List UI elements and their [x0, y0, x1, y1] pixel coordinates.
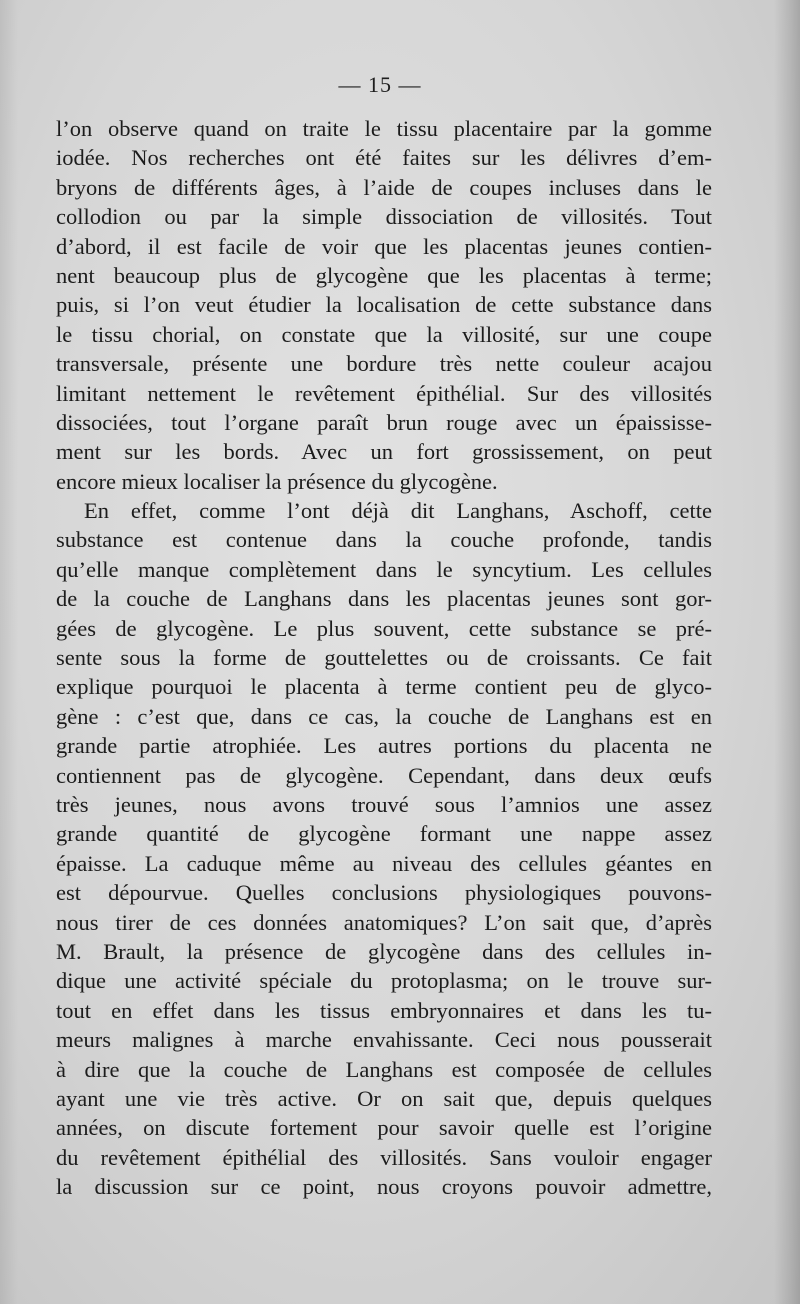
text-line: du revêtement épithélial des villosités. Sans vouloir engager — [56, 1144, 712, 1170]
text-line: grande quantité de glycogène formant une nappe assez — [56, 821, 712, 847]
text-line: épaisse. La caduque même au niveau des cellules géantes en — [56, 850, 712, 876]
text-line: le tissu chorial, on constate que la villosité, sur une coupe — [56, 321, 712, 347]
page-edge-shadow — [774, 0, 800, 1304]
text-line: nous tirer de ces données anatomiques? L’on sait que, d’après — [56, 909, 712, 935]
text-line: bryons de différents âges, à l’aide de coupes incluses dans le — [56, 174, 712, 200]
text-line: grande partie atrophiée. Les autres portions du placenta ne — [56, 733, 712, 759]
text-line: substance est contenue dans la couche profonde, tandis — [56, 527, 712, 553]
text-line: années, on discute fortement pour savoir quelle est l’origine — [56, 1115, 712, 1141]
text-line: contiennent pas de glycogène. Cependant, dans deux œufs — [56, 762, 712, 788]
text-line: explique pourquoi le placenta à terme contient peu de glyco- — [56, 674, 712, 700]
text-line: ayant une vie très active. Or on sait que, depuis quelques — [56, 1085, 712, 1111]
text-line: est dépourvue. Quelles conclusions physiologiques pouvons- — [56, 880, 712, 906]
text-line: très jeunes, nous avons trouvé sous l’amnios une assez — [56, 791, 712, 817]
text-line: gées de glycogène. Le plus souvent, cette substance se pré- — [56, 615, 712, 641]
text-line: sente sous la forme de gouttelettes ou de croissants. Ce fait — [56, 645, 712, 671]
page-gutter-shadow — [0, 0, 18, 1304]
text-line: dissociées, tout l’organe paraît brun rouge avec un épaississe- — [56, 409, 712, 435]
text-line: à dire que la couche de Langhans est composée de cellules — [56, 1056, 712, 1082]
text-line: transversale, présente une bordure très nette couleur acajou — [56, 351, 712, 377]
text-line-paragraph-start: En effet, comme l’ont déjà dit Langhans, Aschoff, cette — [84, 498, 712, 524]
text-line: nent beaucoup plus de glycogène que les placentas à terme; — [56, 262, 712, 288]
text-line: puis, si l’on veut étudier la localisation de cette substance dans — [56, 292, 712, 318]
page-number: — 15 — — [338, 72, 422, 97]
text-line: meurs malignes à marche envahissante. Ceci nous pousserait — [56, 1027, 712, 1053]
text-line: ment sur les bords. Avec un fort grossissement, on peut — [56, 439, 712, 465]
text-line: dique une activité spéciale du protoplasma; on le trouve sur- — [56, 968, 712, 994]
text-line: limitant nettement le revêtement épithélial. Sur des villosités — [56, 380, 712, 406]
text-line: qu’elle manque complètement dans le syncytium. Les cellules — [56, 556, 712, 582]
text-line-paragraph-end: encore mieux localiser la présence du glycogène. — [56, 468, 498, 494]
text-line: l’on observe quand on traite le tissu placentaire par la gomme — [56, 116, 712, 141]
text-line: de la couche de Langhans dans les placentas jeunes sont gor- — [56, 586, 712, 612]
text-line: collodion ou par la simple dissociation de villosités. Tout — [56, 204, 712, 230]
text-line: la discussion sur ce point, nous croyons pouvoir admettre, — [56, 1174, 712, 1200]
text-line: tout en effet dans les tissus embryonnaires et dans les tu- — [56, 997, 712, 1023]
body-text — [56, 114, 712, 1201]
text-line: M. Brault, la présence de glycogène dans des cellules in- — [56, 938, 712, 964]
text-line: iodée. Nos recherches ont été faites sur les délivres d’em- — [56, 145, 712, 171]
text-line: d’abord, il est facile de voir que les placentas jeunes contien- — [56, 233, 712, 259]
text-line: gène : c’est que, dans ce cas, la couche de Langhans est en — [56, 703, 712, 729]
